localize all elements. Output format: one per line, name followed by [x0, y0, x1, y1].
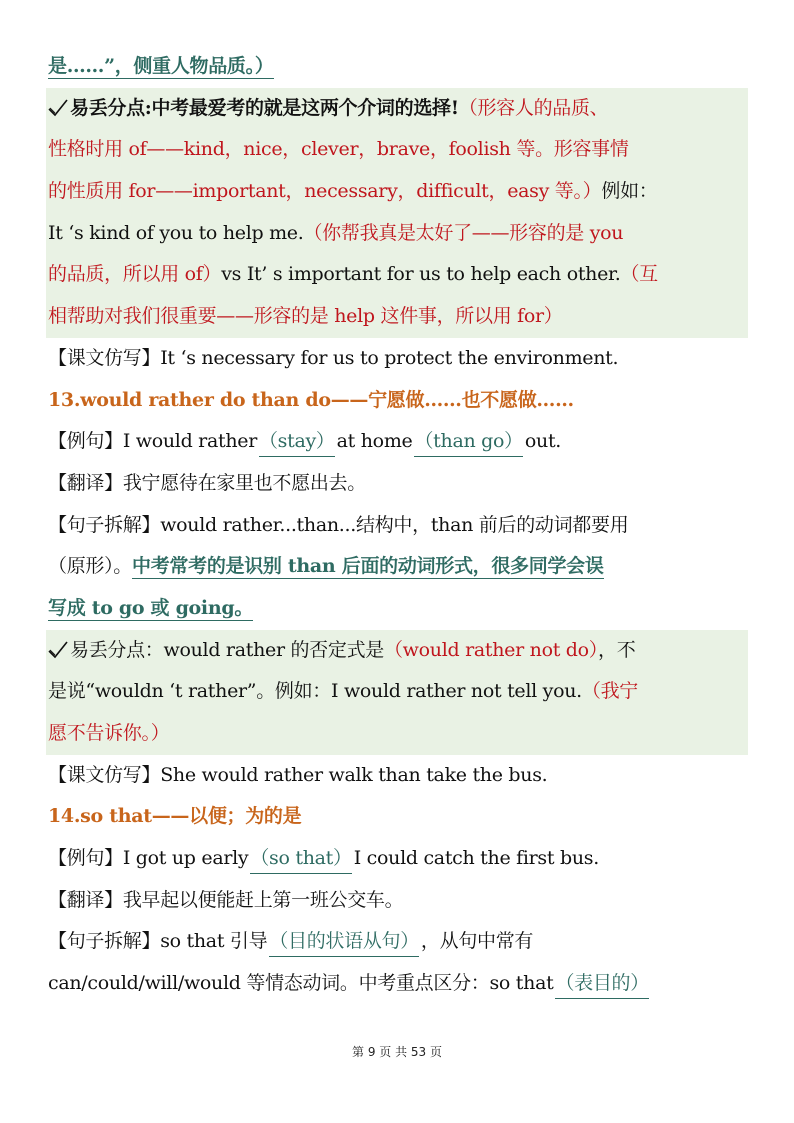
line-9	[48, 380, 746, 422]
text: 的品质，所以用 of）	[48, 263, 222, 286]
text: （would rather not do）	[383, 638, 598, 661]
text: （你帮我真是太好了——形容的是 you	[303, 221, 624, 244]
text: （原形）。	[48, 555, 133, 578]
text: ，从句中常有	[420, 930, 534, 953]
page-number: 第 9 页 共 53 页	[352, 1045, 442, 1059]
label: 【课文仿写】	[48, 763, 161, 786]
label: 【句子拆解】	[48, 513, 161, 536]
text: （互	[620, 263, 658, 286]
label: 【翻译】	[48, 471, 123, 494]
line-3	[48, 129, 748, 171]
line-20	[48, 838, 746, 880]
line-13	[48, 546, 746, 588]
tip-box-2	[46, 630, 748, 755]
text: I got up early	[122, 847, 249, 870]
text: would rather...than...结构中，than 前后的动词都要用	[160, 513, 629, 536]
line-4	[48, 171, 748, 213]
text: She would rather walk than take the bus.	[160, 763, 548, 786]
text: 是……”，侧重人物品质。）	[48, 55, 274, 77]
label: 【翻译】	[48, 888, 123, 911]
line-5	[48, 213, 748, 255]
line-7	[48, 296, 748, 338]
text: out.	[524, 430, 562, 453]
line-19	[48, 796, 746, 838]
text: （我宁	[581, 680, 638, 703]
text: It ‘s necessary for us to protect the environment.	[160, 346, 619, 369]
answer-blank: （than go）	[414, 426, 522, 457]
line-2	[48, 88, 748, 130]
text: 中考常考的是识别 than 后面的动词形式，很多同学会误	[132, 555, 604, 578]
text: I would rather	[122, 430, 257, 453]
text: It ‘s kind of you to help me.	[48, 221, 304, 244]
label: 【句子拆解】	[48, 930, 161, 953]
label: 【例句】	[48, 430, 123, 453]
text: 愿不告诉你。）	[48, 722, 170, 744]
text: at home	[336, 430, 413, 453]
text: 的性质用 for——important，necessary，difficult，easy 等。）	[48, 180, 602, 203]
answer-blank: （stay）	[259, 426, 335, 457]
tip-box-1	[46, 88, 748, 338]
line-21	[48, 880, 746, 922]
section-heading: 14.so that——以便；为的是	[48, 805, 302, 828]
text: vs It’ s important for us to help each other.	[221, 263, 621, 286]
line-16	[48, 671, 748, 713]
text: 相帮助对我们很重要——形容的是 help 这件事，所以用 for）	[48, 305, 563, 328]
text: 易丢分点:中考最爱考的就是这两个介词的选择!	[70, 96, 459, 119]
label: 【例句】	[48, 847, 123, 870]
line-14	[48, 588, 746, 630]
line-18	[48, 755, 746, 797]
text: I could catch the first bus.	[353, 847, 599, 870]
line-23	[48, 963, 746, 1005]
checkmark-icon	[48, 630, 70, 672]
text: 我早起以便能赶上第一班公交车。	[122, 888, 404, 911]
line-1	[48, 46, 746, 88]
line-6	[48, 254, 748, 296]
line-10	[48, 421, 746, 463]
line-11	[48, 463, 746, 505]
text: （形容人的品质、	[458, 96, 609, 119]
answer-blank: （so that）	[250, 843, 351, 874]
text: 我宁愿待在家里也不愿出去。	[122, 471, 366, 494]
text: 写成 to go 或 going。	[48, 596, 254, 619]
text: 易丢分点：would rather 的否定式是	[70, 638, 384, 661]
section-heading: 13.would rather do than do——宁愿做……也不愿做……	[48, 388, 574, 411]
page-content	[48, 46, 746, 1005]
text: 是说“wouldn ‘t rather”。例如：I would rather not tell you.	[48, 680, 582, 703]
line-8	[48, 338, 746, 380]
text: ，不	[598, 638, 636, 661]
text: 性格时用 of——kind，nice，clever，brave，foolish 等。形容事情	[48, 138, 629, 161]
label: 【课文仿写】	[48, 346, 161, 369]
text: 例如：	[601, 180, 658, 203]
line-17	[48, 713, 748, 755]
answer-blank: （目的状语从句）	[269, 926, 419, 957]
answer-blank: （表目的）	[555, 968, 649, 999]
line-12	[48, 505, 746, 547]
checkmark-icon	[48, 88, 70, 130]
text: can/could/will/would 等情态动词。中考重点区分：so that	[48, 972, 554, 995]
line-22	[48, 921, 746, 963]
line-15	[48, 630, 748, 672]
text: so that 引导	[160, 930, 268, 953]
